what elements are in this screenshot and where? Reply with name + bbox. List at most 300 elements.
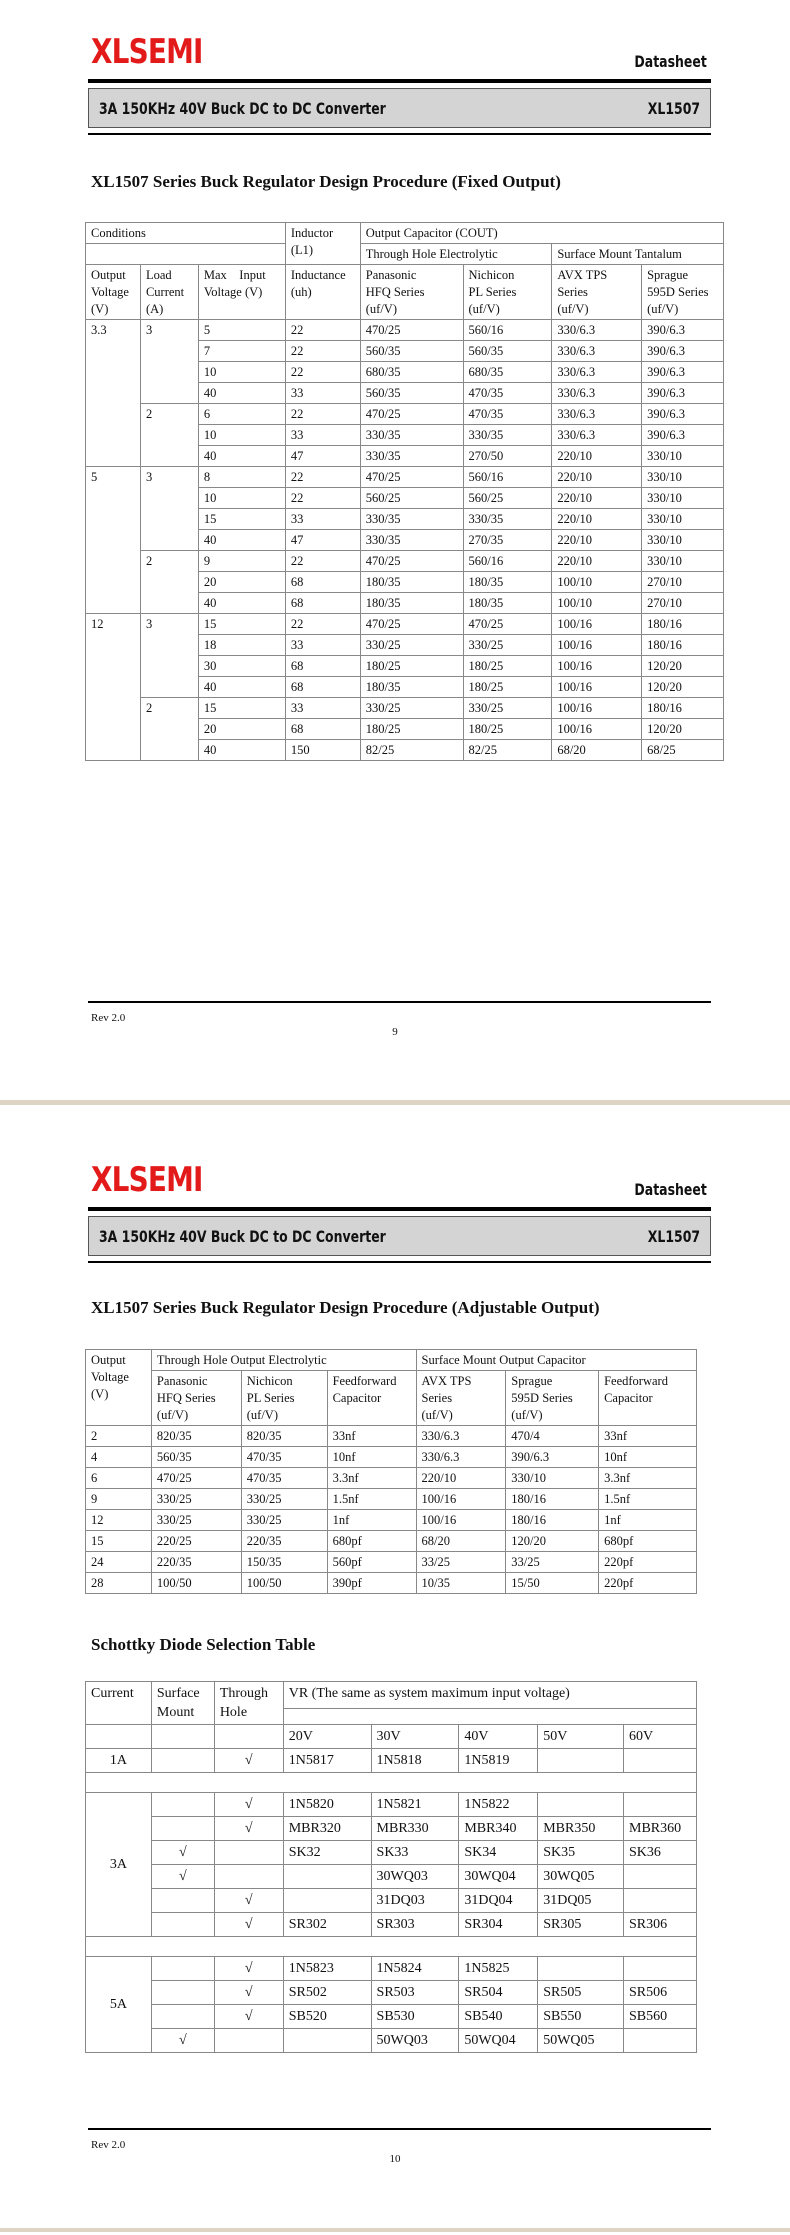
header-line: Sprague [511,1374,553,1388]
table-cell: 33/25 [506,1552,599,1573]
table-cell: 470/25 [360,614,463,635]
table-cell: 470/25 [360,404,463,425]
table-cell: 5 [198,320,285,341]
header-line: Feedforward [604,1374,668,1388]
page-number: 9 [392,1026,398,1038]
table-cell: 68/20 [552,740,642,761]
table-cell: 220pf [599,1552,697,1573]
footer-rule [88,1001,711,1003]
table-cell: 220/35 [151,1552,241,1573]
table-cell: 22 [285,614,360,635]
header-feedforward [327,1371,416,1426]
table-cell: 22 [285,341,360,362]
header-line: Hole [219,1705,248,1720]
table-cell: 330/6.3 [552,362,642,383]
table-cell: 1N5821 [371,1793,459,1817]
table-cell: 330/35 [360,446,463,467]
header-vr: VR (The same as system maximum input voltage) [283,1682,696,1709]
header-line: 595D Series [647,285,709,299]
table-cell: SR506 [624,1981,697,2005]
header-load-current [140,265,198,320]
table-row [86,1447,697,1468]
table-cell: 68 [285,572,360,593]
header-surface-mount [151,1682,214,1725]
header-line: Panasonic [365,268,417,282]
table-cell: 470/25 [360,320,463,341]
volt-header: 40V [459,1725,538,1749]
table-cell: 330/25 [151,1489,241,1510]
table-cell: 50WQ03 [371,2029,459,2053]
table-cell [214,2029,283,2053]
group-vout: 5 [86,467,141,614]
table-cell: 33 [285,635,360,656]
table-cell [214,1841,283,1865]
header-line: Series [421,1391,453,1405]
header-nichicon [463,265,552,320]
table-cell: 180/25 [360,656,463,677]
table-cell: 330/25 [151,1510,241,1531]
table-cell: SB550 [538,2005,624,2029]
header-line: HFQ Series [156,1391,216,1405]
current-3a: 3A [86,1793,152,1937]
header-line: Through [219,1686,269,1701]
table-cell [151,1913,214,1937]
table-cell: 40 [198,740,285,761]
group-iload: 3 [140,614,198,698]
table-cell: 820/35 [151,1426,241,1447]
table-cell: SB560 [624,2005,697,2029]
datasheet-label: Datasheet [634,1180,707,1199]
table-cell: 390pf [327,1573,416,1594]
table-cell: 50WQ05 [538,2029,624,2053]
table-cell: 30WQ04 [459,1865,538,1889]
table-cell: SR505 [538,1981,624,2005]
table-cell: 18 [198,635,285,656]
table-cell: 68 [285,677,360,698]
table-cell: √ [151,1841,214,1865]
table-cell [624,1749,697,1773]
header-line: Feedforward [332,1374,397,1388]
table-cell: 150/35 [241,1552,327,1573]
table-row [86,1573,697,1594]
table-cell: 4 [86,1447,152,1468]
group-iload: 2 [140,404,198,467]
table-cell: 220/25 [151,1531,241,1552]
header-line: (uf/V) [557,302,589,316]
header-through-hole: Through Hole Electrolytic [360,244,552,265]
table-cell [283,2029,371,2053]
table-cell: 120/20 [642,656,724,677]
table-cell [151,1981,214,2005]
table-cell: 330/25 [360,698,463,719]
table-cell: √ [214,1817,283,1841]
table-cell: 390/6.3 [642,320,724,341]
table-cell: 22 [285,404,360,425]
table-cell: 180/25 [360,719,463,740]
table-cell: 560/16 [463,320,552,341]
header-line: Capacitor [604,1391,653,1405]
header-line: (V) [91,302,109,316]
table-cell: 180/25 [463,656,552,677]
header-line: (uf/V) [246,1408,278,1422]
table-cell: 560/35 [151,1447,241,1468]
table-cell: SK32 [283,1841,371,1865]
table-cell: 330/6.3 [552,341,642,362]
volt-header: 20V [283,1725,371,1749]
table-cell: 40 [198,530,285,551]
header-line: (uf/V) [365,302,397,316]
table-cell: √ [214,1889,283,1913]
page-9 [0,0,790,1100]
header-line: Load [145,268,172,282]
table-cell: 50WQ04 [459,2029,538,2053]
table-cell: 3.3nf [327,1468,416,1489]
adjustable-output-table [85,1349,697,1594]
table-cell: 470/35 [241,1447,327,1468]
table-cell: 330/10 [506,1468,599,1489]
header-max-input [198,265,285,320]
header-line: (L1) [290,243,314,257]
table-cell: SR306 [624,1913,697,1937]
header-line: PL Series [246,1391,295,1405]
group-iload: 2 [140,551,198,614]
section-title-schottky: Schottky Diode Selection Table [91,1635,316,1654]
table-cell: 330/10 [642,488,724,509]
table-cell: √ [151,1865,214,1889]
table-cell: 15 [198,698,285,719]
table-cell: 180/35 [360,677,463,698]
check-mark: √ [214,1749,283,1773]
table-cell: 220/35 [241,1531,327,1552]
table-cell: 6 [86,1468,152,1489]
table-cell: 12 [86,1510,152,1531]
table-cell: 330/10 [642,530,724,551]
section-title-fixed: XL1507 Series Buck Regulator Design Procedure (Fixed Output) [91,172,561,191]
header-inductor [285,223,360,265]
table-cell: 1N5818 [371,1749,459,1773]
table-cell: SK35 [538,1841,624,1865]
table-cell [624,1865,697,1889]
table-row [86,1841,697,1865]
table-row [86,467,724,488]
xlsemi-logo: XLSEMI [91,1160,203,1200]
table-cell: 330/10 [642,551,724,572]
product-title: 3A 150KHz 40V Buck DC to DC Converter [99,99,386,118]
table-cell: 470/25 [360,467,463,488]
table-cell: 100/16 [552,656,642,677]
volt-header: 60V [624,1725,697,1749]
part-number: XL1507 [647,99,700,118]
header-line: PL Series [468,285,517,299]
table-cell: 560/16 [463,467,552,488]
table-cell: MBR320 [283,1817,371,1841]
page-separator-bottom [0,2228,790,2232]
table-cell [538,1793,624,1817]
table-cell: 330/6.3 [416,1447,506,1468]
table-cell: 30 [198,656,285,677]
table-cell: 3.3nf [599,1468,697,1489]
table-cell: 10/35 [416,1573,506,1594]
table-cell: 47 [285,530,360,551]
table-cell: 10 [198,362,285,383]
table-cell: √ [214,1793,283,1817]
table-cell: 47 [285,446,360,467]
table-cell: 330/25 [463,635,552,656]
table-cell: 10 [198,488,285,509]
table-row [86,1913,697,1937]
table-cell: SR302 [283,1913,371,1937]
table-cell: 33nf [599,1426,697,1447]
header-line: Sprague [647,268,689,282]
table-row [86,1889,697,1913]
product-title: 3A 150KHz 40V Buck DC to DC Converter [99,1227,386,1246]
page-number: 10 [389,2153,401,2165]
table-cell: 40 [198,677,285,698]
table-cell: 33/25 [416,1552,506,1573]
table-cell: 1.5nf [327,1489,416,1510]
table-cell: √ [214,1957,283,1981]
table-cell: MBR360 [624,1817,697,1841]
table-row [86,1793,697,1817]
header-line: Inductor [290,226,334,240]
table-cell: 15/50 [506,1573,599,1594]
table-cell: 820/35 [241,1426,327,1447]
table-cell [151,1817,214,1841]
table-cell: 560/35 [360,383,463,404]
footer-rule [88,2128,711,2130]
schottky-diode-table [85,1681,697,2053]
table-cell: 330/25 [463,698,552,719]
table-cell: 33 [285,383,360,404]
table-cell: 680/35 [463,362,552,383]
table-cell: MBR330 [371,1817,459,1841]
table-cell [214,1865,283,1889]
header-panasonic [360,265,463,320]
header-line: Nichicon [468,268,515,282]
header-panasonic [151,1371,241,1426]
table-cell: 33 [285,509,360,530]
header-line: Nichicon [246,1374,293,1388]
table-cell: 30WQ03 [371,1865,459,1889]
header-line: (uf/V) [511,1408,543,1422]
table-cell: 180/16 [506,1489,599,1510]
table-cell: 28 [86,1573,152,1594]
table-cell: 470/35 [241,1468,327,1489]
table-cell: 30WQ05 [538,1865,624,1889]
table-cell: 470/35 [463,383,552,404]
table-cell: 100/16 [552,614,642,635]
table-cell: 1N5822 [459,1793,538,1817]
table-cell: 330/35 [463,509,552,530]
table-cell: 220pf [599,1573,697,1594]
table-cell: 8 [198,467,285,488]
table-cell: 100/16 [552,698,642,719]
header-line: (A) [145,302,164,316]
datasheet-label: Datasheet [634,52,707,71]
table-cell: 1N5820 [283,1793,371,1817]
table-cell: 560/35 [463,341,552,362]
group-iload: 2 [140,698,198,761]
table-cell: 10 [198,425,285,446]
group-vout: 12 [86,614,141,761]
table-cell: SB520 [283,2005,371,2029]
header-line: Inductance [290,268,346,282]
table-cell: 1.5nf [599,1489,697,1510]
header-sprague [506,1371,599,1426]
table-cell: 330/10 [642,467,724,488]
header-rule [88,1207,711,1211]
table-cell: 180/35 [360,572,463,593]
xlsemi-logo: XLSEMI [91,32,203,72]
table-cell: 470/25 [151,1468,241,1489]
table-row [86,1749,697,1773]
table-cell: 31DQ04 [459,1889,538,1913]
table-cell: 1N5824 [371,1957,459,1981]
table-cell: 100/16 [416,1489,506,1510]
header-line: HFQ Series [365,285,425,299]
header-line: (uf/V) [156,1408,189,1422]
table-cell: 2 [86,1426,152,1447]
header-line: (uf/V) [468,302,500,316]
header-line: Surface [156,1686,200,1701]
table-cell [283,1889,371,1913]
table-cell: 270/35 [463,530,552,551]
header-line: 595D Series [511,1391,573,1405]
header-nichicon [241,1371,327,1426]
table-cell: 330/35 [463,425,552,446]
table-cell: 470/4 [506,1426,599,1447]
table-cell: 40 [198,383,285,404]
table-cell: 390/6.3 [642,404,724,425]
header-rule-thin [88,133,711,135]
header-line: Mount [156,1705,195,1720]
table-cell: 68 [285,719,360,740]
header-line: Panasonic [156,1374,208,1388]
table-cell: 330/6.3 [552,404,642,425]
table-cell: 180/35 [360,593,463,614]
table-cell: 82/25 [463,740,552,761]
table-cell: √ [214,2005,283,2029]
header-feedforward-2 [599,1371,697,1426]
table-cell: 40 [198,593,285,614]
table-cell: 10nf [327,1447,416,1468]
header-avx [552,265,642,320]
header-rule-thin [88,1261,711,1263]
table-cell: 330/10 [642,446,724,467]
table-cell [538,1749,624,1773]
table-cell: 330/35 [360,509,463,530]
table-cell: 24 [86,1552,152,1573]
header-line: Max Input [203,268,266,282]
table-row [86,1489,697,1510]
table-cell: 100/50 [151,1573,241,1594]
table-cell: 180/16 [506,1510,599,1531]
table-cell: 470/25 [360,551,463,572]
table-cell: 560/16 [463,551,552,572]
fixed-output-table [85,222,724,761]
header-sprague [642,265,724,320]
table-cell: 330/6.3 [552,425,642,446]
table-cell: 100/50 [241,1573,327,1594]
table-cell: 680pf [599,1531,697,1552]
table-row [86,2005,697,2029]
section-title-adjustable: XL1507 Series Buck Regulator Design Procedure (Adjustable Output) [91,1298,600,1317]
table-row [86,698,724,719]
table-row [86,1426,697,1447]
table-cell: 560pf [327,1552,416,1573]
table-cell: 7 [198,341,285,362]
header-current: Current [86,1682,152,1725]
table-cell: 20 [198,572,285,593]
header-output-capacitor: Output Capacitor (COUT) [360,223,723,244]
table-cell: √ [214,1981,283,2005]
part-number: XL1507 [647,1227,700,1246]
table-cell: 560/35 [360,341,463,362]
table-cell: 220/10 [416,1468,506,1489]
revision: Rev 2.0 [91,1012,126,1024]
table-cell: 330/6.3 [416,1426,506,1447]
table-cell: 100/16 [552,677,642,698]
table-cell: 220/10 [552,509,642,530]
table-cell: 150 [285,740,360,761]
table-cell: 68/20 [416,1531,506,1552]
table-cell: 22 [285,467,360,488]
header-line: Series [557,285,588,299]
header-line: Output [91,268,126,282]
table-cell: 31DQ03 [371,1889,459,1913]
table-cell: SR305 [538,1913,624,1937]
volt-header: 50V [538,1725,624,1749]
table-cell: √ [214,1913,283,1937]
header-line: Current [145,285,185,299]
table-cell [624,1793,697,1817]
table-cell: 20 [198,719,285,740]
table-cell: 22 [285,488,360,509]
table-cell: 390/6.3 [642,425,724,446]
header-smt-tantalum: Surface Mount Tantalum [552,244,724,265]
table-cell: 330/6.3 [552,383,642,404]
header-output-voltage [86,265,141,320]
table-cell: 330/35 [360,425,463,446]
table-row [86,1468,697,1489]
table-cell: SB540 [459,2005,538,2029]
product-title-band [88,1216,711,1256]
table-cell: 270/10 [642,572,724,593]
table-cell: 390/6.3 [642,362,724,383]
table-row [86,1552,697,1573]
table-cell: 100/10 [552,572,642,593]
table-cell: 15 [198,509,285,530]
current-1a: 1A [86,1749,152,1773]
table-cell: 1N5825 [459,1957,538,1981]
product-title-band [88,88,711,128]
table-cell: 180/25 [463,719,552,740]
table-cell: 180/16 [642,698,724,719]
header-line: Capacitor [332,1391,382,1405]
table-row [86,614,724,635]
table-cell: 470/25 [463,614,552,635]
table-cell: SK34 [459,1841,538,1865]
table-cell: 100/16 [416,1510,506,1531]
table-cell: 1N5817 [283,1749,371,1773]
table-cell: 180/16 [642,635,724,656]
header-line: (V) [91,1387,109,1401]
table-cell: 100/10 [552,593,642,614]
table-cell [151,1793,214,1817]
table-cell: 68 [285,593,360,614]
table-cell: MBR350 [538,1817,624,1841]
table-cell [151,1889,214,1913]
